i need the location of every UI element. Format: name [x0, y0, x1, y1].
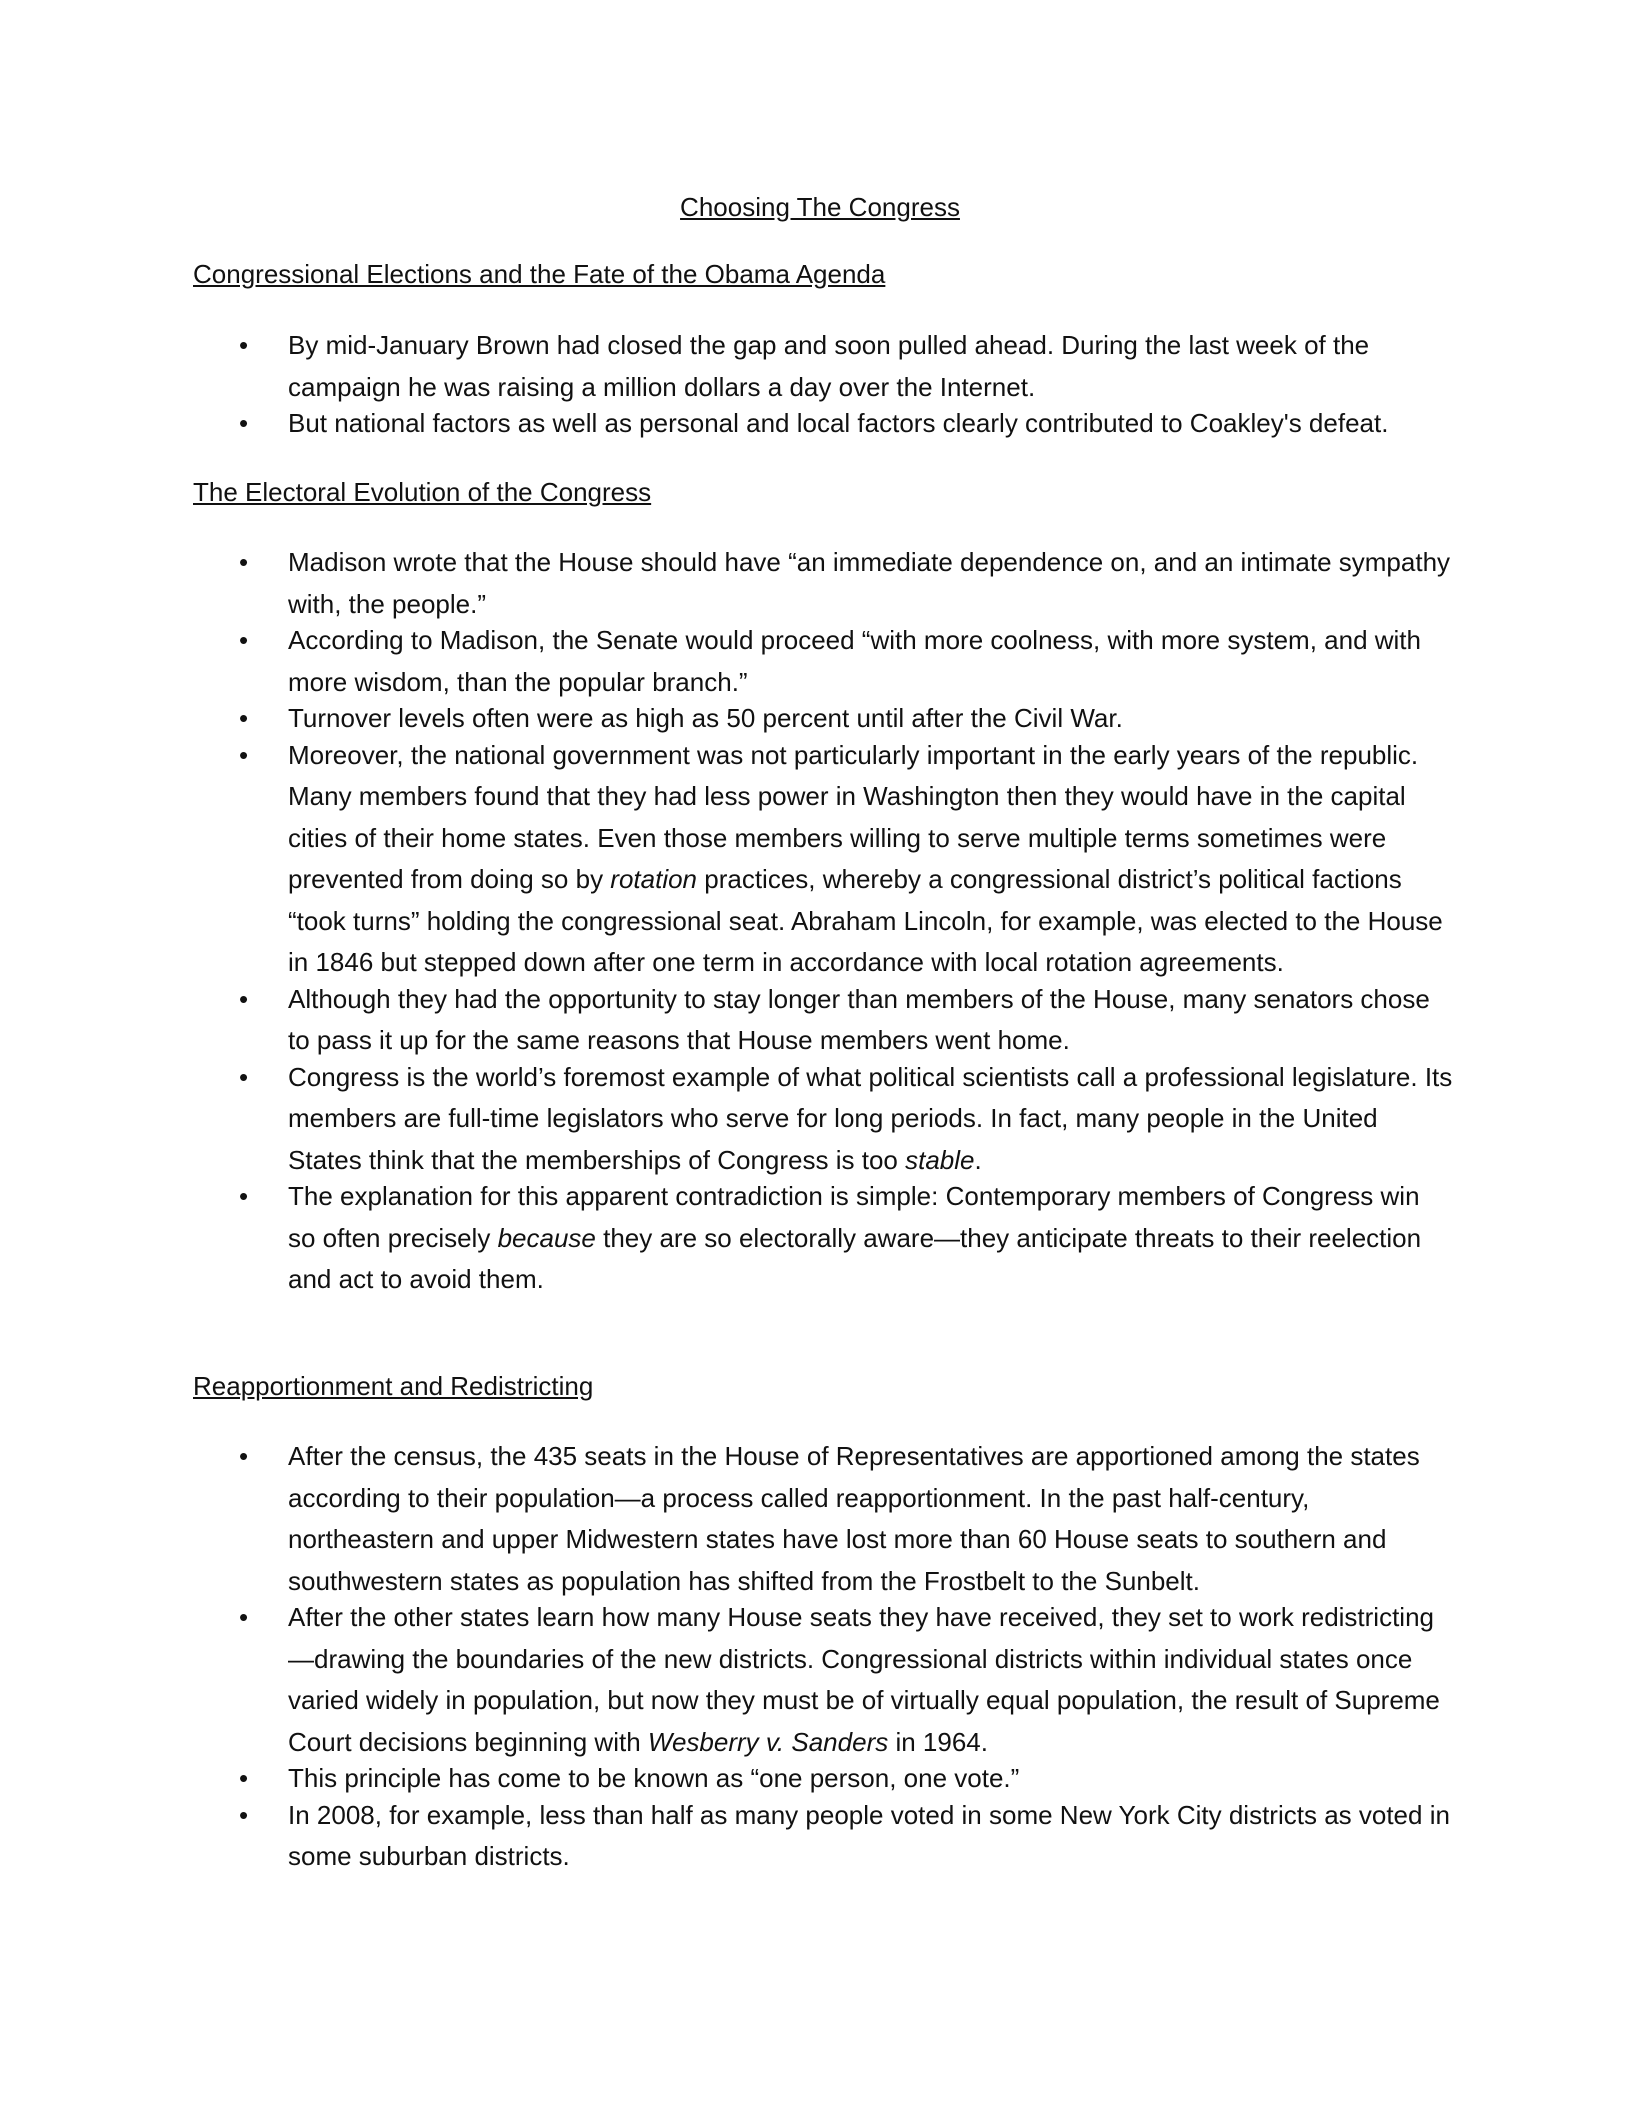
list-item: • In 2008, for example, less than half as many people voted in some New York City districts as voted in some suburban districts. — [193, 1795, 1453, 1878]
section-heading-obama-agenda: Congressional Elections and the Fate of the Obama Agenda — [193, 259, 886, 289]
list-item: • According to Madison, the Senate would proceed “with more coolness, with more system, and with more wisdom, than the popular branch.” — [193, 620, 1453, 703]
bullet-list-obama-agenda — [193, 325, 1453, 440]
page-title: Choosing The Congress — [680, 192, 960, 222]
list-item: • The explanation for this apparent contradiction is simple: Contemporary members of Congress win so often precisely because they are so electorally aware—they anticipate threats to their reelection and act to avoid them. — [193, 1176, 1453, 1301]
bullet-list-electoral-evolution — [193, 542, 1453, 1296]
list-item: • Turnover levels often were as high as 50 percent until after the Civil War. — [193, 698, 1453, 740]
list-item: • This principle has come to be known as “one person, one vote.” — [193, 1758, 1453, 1800]
bullet-list-reapportionment — [193, 1436, 1453, 1873]
list-item: • Moreover, the national government was not particularly important in the early years of the republic. Many members found that they had less power in Washington then they would have in the capital cities of their home states. Even those members willing to serve multiple terms sometimes were prevented from doing so by rotation practices, whereby a congressional district’s political factions “took turns” holding the congressional seat. Abraham Lincoln, for example, was elected to the House in 1846 but stepped down after one term in accordance with local rotation agreements. — [193, 735, 1453, 984]
list-item: • After the other states learn how many House seats they have received, they set to work redistricting—drawing the boundaries of the new districts. Congressional districts within individual states once varied widely in population, but now they must be of virtually equal population, the result of Supreme Court decisions beginning with Wesberry v. Sanders in 1964. — [193, 1597, 1453, 1763]
list-item: • Congress is the world’s foremost example of what political scientists call a professional legislature. Its members are full-time legislators who serve for long periods. In fact, many people in the United States think that the memberships of Congress is too stable. — [193, 1057, 1453, 1182]
list-item: • By mid-January Brown had closed the gap and soon pulled ahead. During the last week of the campaign he was raising a million dollars a day over the Internet. — [193, 325, 1453, 408]
list-item: • After the census, the 435 seats in the House of Representatives are apportioned among the states according to their population—a process called reapportionment. In the past half-century, northeastern and upper Midwestern states have lost more than 60 House seats to southern and southwestern states as population has shifted from the Frostbelt to the Sunbelt. — [193, 1436, 1453, 1602]
section-heading-reapportionment: Reapportionment and Redistricting — [193, 1371, 594, 1401]
section-heading-electoral-evolution: The Electoral Evolution of the Congress — [193, 477, 652, 507]
list-item: • But national factors as well as personal and local factors clearly contributed to Coakley's defeat. — [193, 403, 1453, 445]
list-item: • Madison wrote that the House should have “an immediate dependence on, and an intimate sympathy with, the people.” — [193, 542, 1453, 625]
list-item: • Although they had the opportunity to stay longer than members of the House, many senators chose to pass it up for the same reasons that House members went home. — [193, 979, 1453, 1062]
